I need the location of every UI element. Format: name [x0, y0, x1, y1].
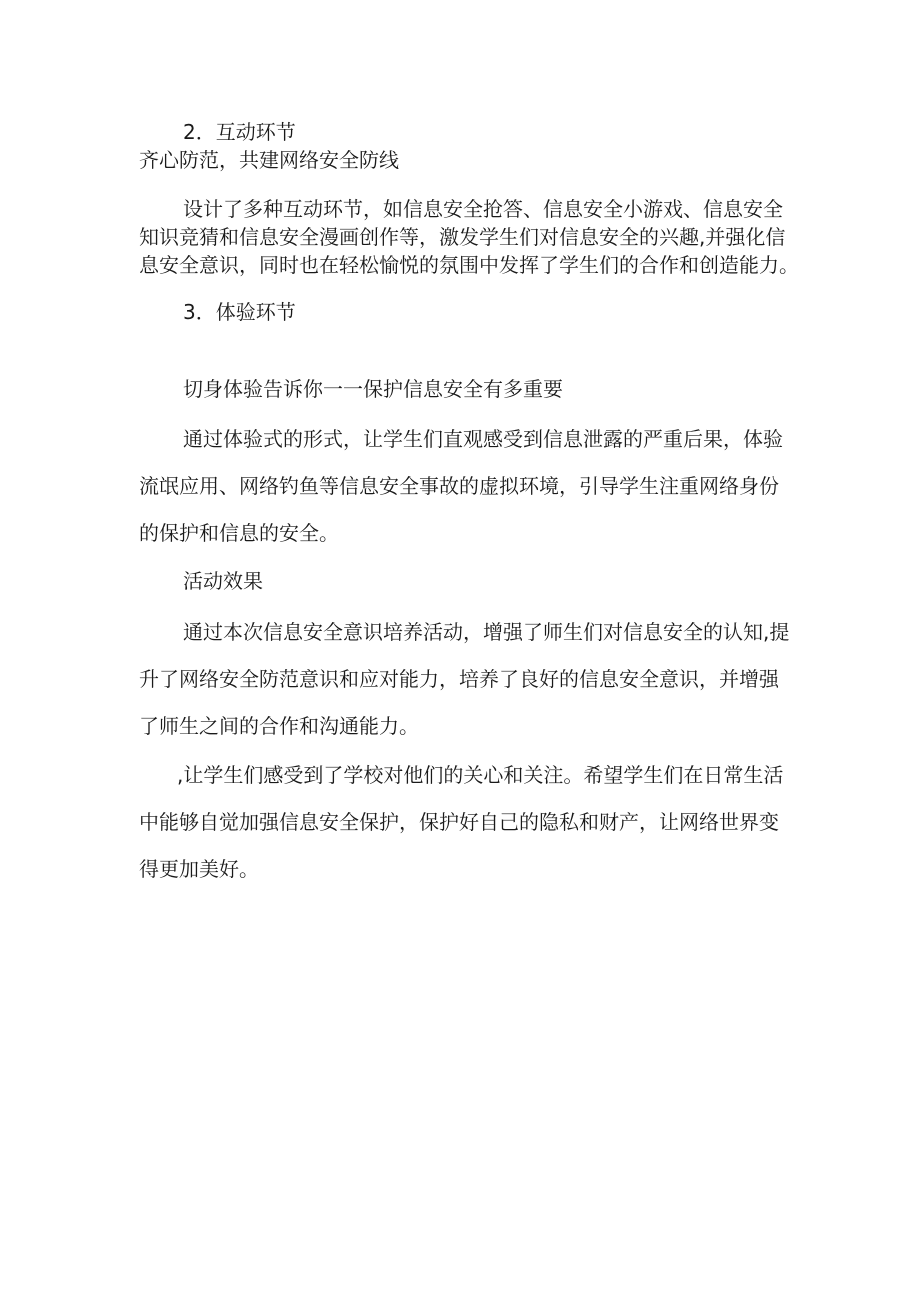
paragraph-line: 通过体验式的形式，让学生们直观感受到信息泄露的严重后果，体验	[183, 427, 783, 451]
paragraph-line: 设计了多种互动环节，如信息安全抢答、信息安全小游戏、信息安全	[183, 197, 783, 221]
paragraph-line: 知识竞猜和信息安全漫画创作等，激发学生们对信息安全的兴趣,并强化信	[139, 225, 786, 249]
paragraph-line: ,让学生们感受到了学校对他们的关心和关注。希望学生们在日常生活	[177, 763, 784, 787]
section-subtitle-experience: 切身体验告诉你一一保护信息安全有多重要	[183, 377, 563, 401]
section-heading-experience: 3．体验环节	[183, 300, 296, 324]
paragraph-line: 通过本次信息安全意识培养活动，增强了师生们对信息安全的认知,提	[183, 620, 790, 644]
paragraph-line: 得更加美好。	[139, 857, 259, 881]
section-heading-interaction: 2．互动环节	[183, 120, 296, 144]
section-subtitle-interaction: 齐心防范，共建网络安全防线	[139, 148, 399, 172]
paragraph-line: 流氓应用、网络钓鱼等信息安全事故的虚拟环境，引导学生注重网络身份	[139, 474, 779, 498]
paragraph-line: 了师生之间的合作和沟通能力。	[139, 714, 419, 738]
paragraph-line: 中能够自觉加强信息安全保护，保护好自己的隐私和财产，让网络世界变	[139, 810, 779, 834]
paragraph-line: 升了网络安全防范意识和应对能力，培养了良好的信息安全意识，并增强	[139, 667, 779, 691]
paragraph-line: 的保护和信息的安全。	[139, 521, 339, 545]
paragraph-line: 息安全意识，同时也在轻松愉悦的氛围中发挥了学生们的合作和创造能力。	[139, 253, 799, 277]
section-heading-effect: 活动效果	[183, 569, 263, 593]
